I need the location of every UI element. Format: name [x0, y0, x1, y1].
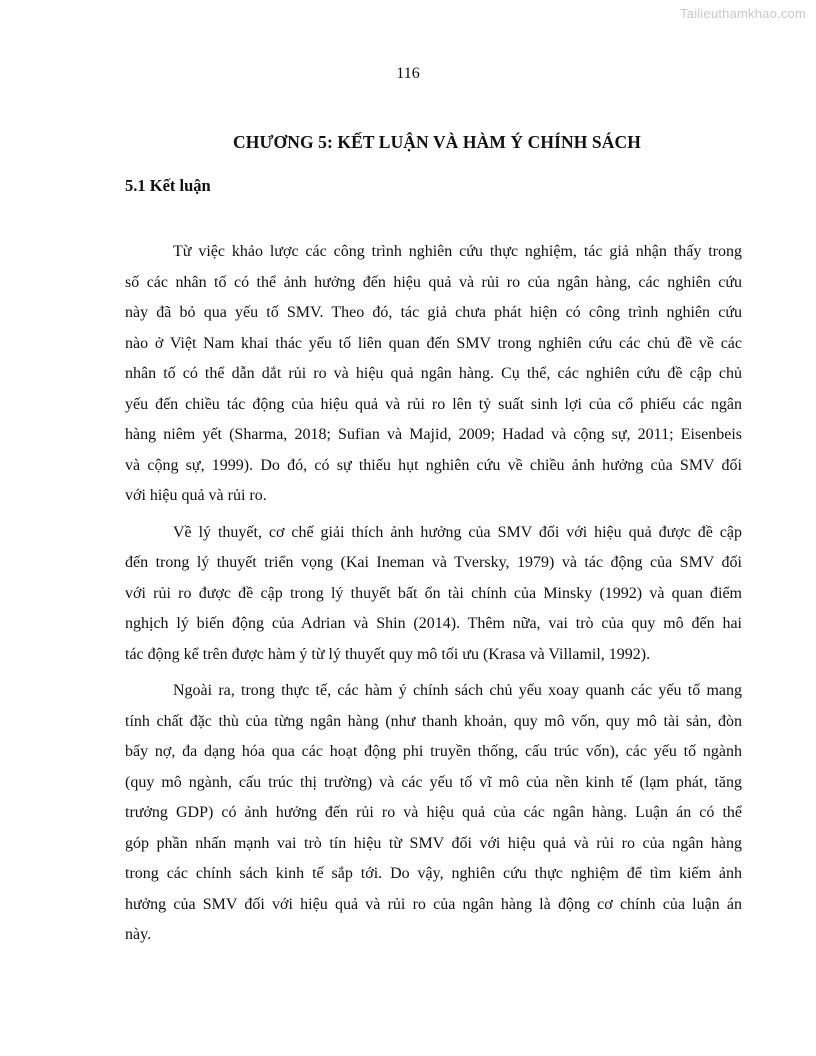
text-line: với rủi ro được đề cập trong lý thuyết bất ổn tài chính của Minsky (1992) và quan điểm — [125, 584, 742, 602]
text-line: nào ở Việt Nam khai thác yếu tố liên quan đến SMV trong nghiên cứu các chủ đề về các — [125, 334, 742, 352]
text-line: Ngoài ra, trong thực tế, các hàm ý chính sách chủ yếu xoay quanh các yếu tố mang — [173, 682, 742, 699]
paragraph-1 — [125, 237, 742, 512]
text-line: nghịch lý biến động của Adrian và Shin (2014). Thêm nữa, vai trò của quy mô đến hai — [125, 615, 742, 632]
text-line: hàng niêm yết (Sharma, 2018; Sufian và Majid, 2009; Hadad và cộng sự, 2011; Eisenbeis — [125, 426, 742, 443]
text-line: Từ việc khảo lược các công trình nghiên cứu thực nghiệm, tác giả nhận thấy trong — [173, 243, 742, 260]
page-number: 116 — [396, 65, 420, 82]
text-line: Về lý thuyết, cơ chế giải thích ảnh hưởng của SMV đối với hiệu quả được đề cập — [173, 523, 742, 541]
text-line: tính chất đặc thù của từng ngân hàng (như thanh khoản, quy mô vốn, quy mô tài sản, đòn — [125, 712, 742, 730]
text-line: (quy mô ngành, cấu trúc thị trường) và các yếu tố vĩ mô của nền kinh tế (lạm phát, tăng — [125, 773, 742, 791]
watermark: Tailieuthamkhao.com — [680, 6, 806, 21]
text-line: đến trong lý thuyết triển vọng (Kai Ineman và Tversky, 1979) và tác động của SMV đối — [125, 554, 742, 571]
text-line: số các nhân tố có thể ảnh hưởng đến hiệu quả và rủi ro của ngân hàng, các nghiên cứu — [125, 273, 742, 291]
text-line: và cộng sự, 1999). Do đó, có sự thiếu hụt nghiên cứu về chiều ảnh hưởng của SMV đối — [125, 456, 742, 474]
text-line: này đã bỏ qua yếu tố SMV. Theo đó, tác giả chưa phát hiện có công trình nghiên cứu — [125, 304, 742, 321]
text-line: trưởng GDP) có ảnh hưởng đến rủi ro và hiệu quả của các ngân hàng. Luận án có thể — [125, 804, 742, 821]
text-line: với hiệu quả và rủi ro. — [125, 487, 267, 504]
chapter-title: CHƯƠNG 5: KẾT LUẬN VÀ HÀM Ý CHÍNH SÁCH — [233, 132, 641, 152]
text-line: nhân tố có thể dẫn dắt rủi ro và hiệu quả ngân hàng. Cụ thể, các nghiên cứu đề cập chủ — [125, 365, 742, 382]
paragraph-2 — [125, 518, 742, 671]
text-line: góp phần nhấn mạnh vai trò tín hiệu từ SMV đối với hiệu quả và rủi ro của ngân hàng — [125, 834, 742, 852]
text-line: hưởng của SMV đối với hiệu quả và rủi ro của ngân hàng là động cơ chính của luận án — [125, 895, 742, 913]
body-text — [125, 237, 742, 951]
text-line: tác động kể trên được hàm ý từ lý thuyết quy mô tối ưu (Krasa và Villamil, 1992). — [125, 645, 651, 663]
section-title: 5.1 Kết luận — [125, 176, 211, 195]
text-line: bẩy nợ, đa dạng hóa qua các hoạt động phi truyền thống, cấu trúc vốn), các yếu tố ngành — [125, 743, 742, 760]
text-line: trong các chính sách kinh tế sắp tới. Do vậy, nghiên cứu thực nghiệm để tìm kiếm ảnh — [125, 865, 742, 882]
text-line: này. — [125, 926, 152, 943]
text-line: yếu đến chiều tác động của hiệu quả và rủi ro lên tỷ suất sinh lợi của cổ phiếu các ngân — [125, 395, 742, 413]
paragraph-3 — [125, 676, 742, 951]
